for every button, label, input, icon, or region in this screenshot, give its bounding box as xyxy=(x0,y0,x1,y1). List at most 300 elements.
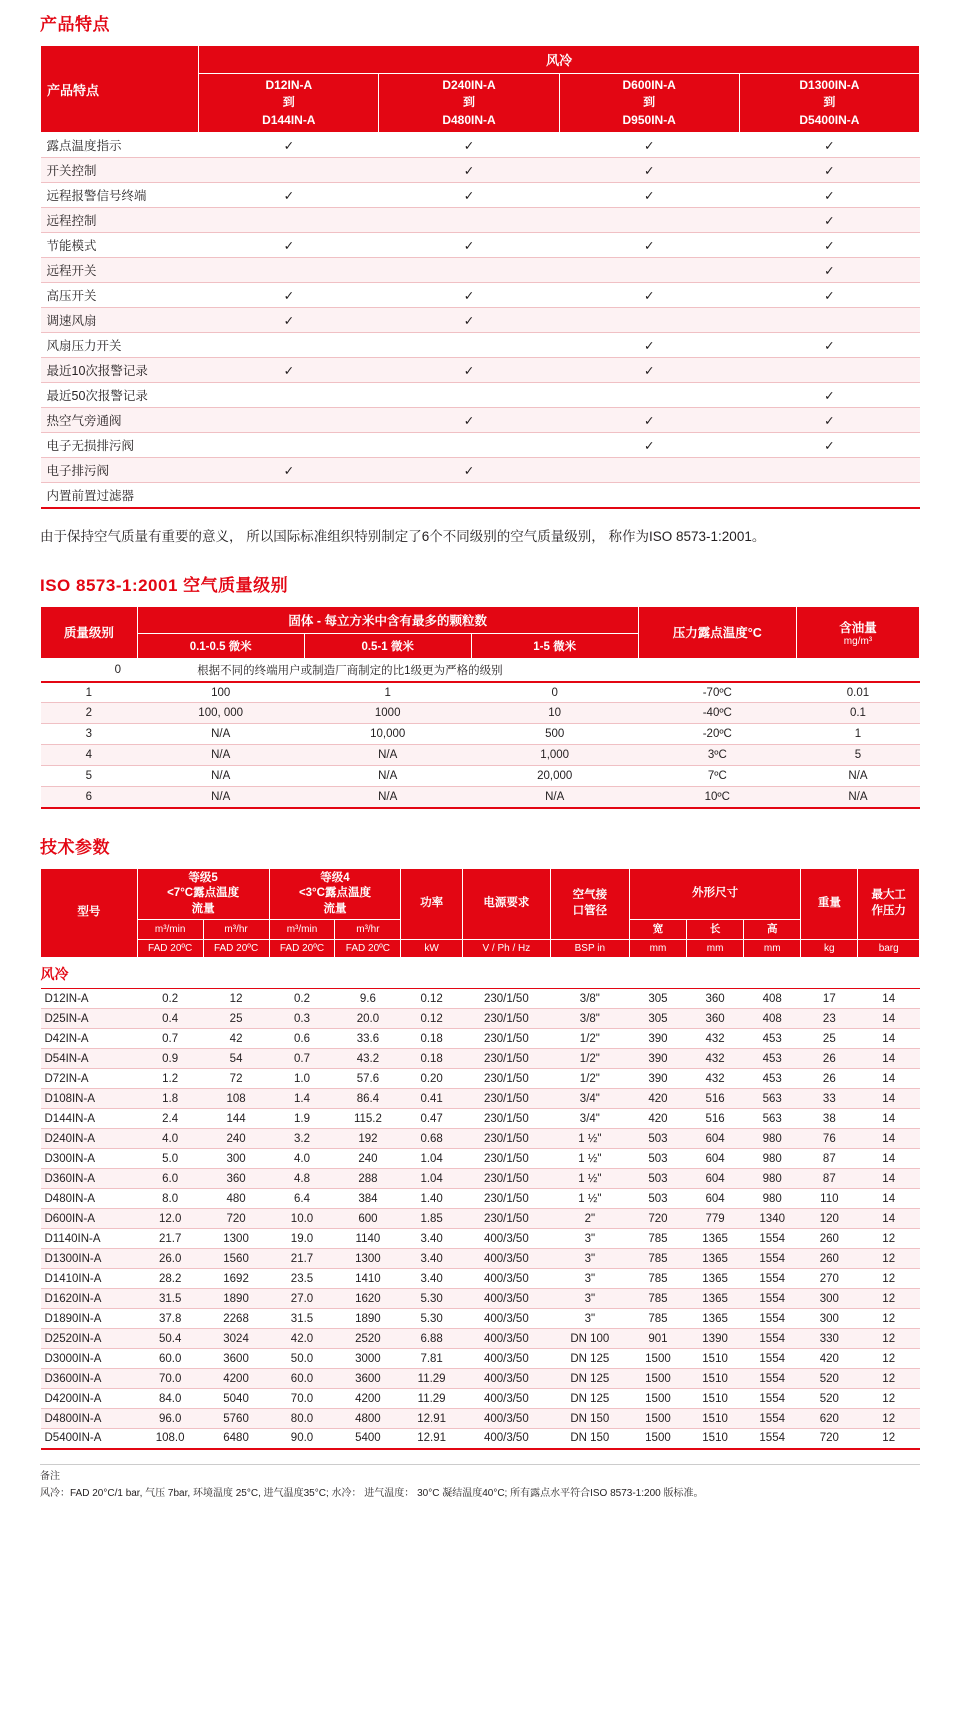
dims-title: 外形尺寸 xyxy=(692,887,739,900)
feature-empty-cell xyxy=(559,208,739,233)
tech-maxpressure-barg: 12 xyxy=(858,1229,920,1249)
tech-connection-bsp: 3" xyxy=(550,1289,629,1309)
tech-group-body xyxy=(41,958,920,989)
tech-maxpressure-header xyxy=(858,868,920,939)
table-row xyxy=(41,158,920,183)
table-row xyxy=(41,766,920,787)
tech-dimensions-header xyxy=(629,868,800,920)
tech-power-kw: 0.12 xyxy=(401,1009,463,1029)
iso-header-row-1 xyxy=(41,606,920,633)
feature-label: 节能模式 xyxy=(41,233,199,258)
model-2-line3: D480IN-A xyxy=(442,112,496,127)
grade4-line2: <3°C露点温度 xyxy=(298,887,371,900)
feature-empty-cell xyxy=(199,208,379,233)
tech-power-kw: 0.41 xyxy=(401,1089,463,1109)
tech-width-mm: 503 xyxy=(629,1129,686,1149)
tech-g4-m3hr: 4200 xyxy=(335,1389,401,1409)
connection-line2: 口管径 xyxy=(572,904,608,917)
tech-connection-bsp: 1/2" xyxy=(550,1049,629,1069)
table-row xyxy=(41,258,920,283)
iso-particles-05-1: N/A xyxy=(304,766,471,787)
maxpress-line1: 最大工 xyxy=(871,889,906,902)
tech-maxpressure-barg: 12 xyxy=(858,1269,920,1289)
tech-header-row-3 xyxy=(41,939,920,958)
tech-supply-header: 电源要求 xyxy=(462,868,550,939)
tech-g5-m3min: 1.2 xyxy=(137,1069,203,1089)
model-4-line1: D1300IN-A xyxy=(799,78,860,92)
tech-power-kw: 3.40 xyxy=(401,1269,463,1289)
check-icon: ✓ xyxy=(559,233,739,258)
tech-g4-m3hr: 2520 xyxy=(335,1329,401,1349)
tech-power-supply: 400/3/50 xyxy=(462,1289,550,1309)
tech-model: D1300IN-A xyxy=(41,1249,138,1269)
tech-maxpressure-barg: 14 xyxy=(858,1049,920,1069)
tech-model: D3600IN-A xyxy=(41,1369,138,1389)
maxpress-line2: 作压力 xyxy=(871,904,906,917)
tech-power-supply: 230/1/50 xyxy=(462,1209,550,1229)
check-icon: ✓ xyxy=(379,408,559,433)
tech-length-mm: 1510 xyxy=(687,1389,744,1409)
tech-model: D240IN-A xyxy=(41,1129,138,1149)
tech-length-mm: 604 xyxy=(687,1149,744,1169)
tech-length-mm: 432 xyxy=(687,1029,744,1049)
grade5-line2: <7°C露点温度 xyxy=(167,887,240,900)
tech-power-supply: 230/1/50 xyxy=(462,1009,550,1029)
check-icon: ✓ xyxy=(739,158,919,183)
tech-length-mm: 432 xyxy=(687,1069,744,1089)
tech-connection-bsp: DN 125 xyxy=(550,1349,629,1369)
iso-table-rows xyxy=(41,682,920,808)
tech-power-supply: 230/1/50 xyxy=(462,1069,550,1089)
check-icon: ✓ xyxy=(559,408,739,433)
footer-title: 备注 xyxy=(40,1470,60,1482)
tech-power-kw: 11.29 xyxy=(401,1389,463,1409)
tech-table-body xyxy=(41,989,920,1449)
table-row xyxy=(41,208,920,233)
tech-g5-m3hr: 1890 xyxy=(203,1289,269,1309)
tech-width-mm: 785 xyxy=(629,1289,686,1309)
tech-model: D144IN-A xyxy=(41,1109,138,1129)
table-row xyxy=(41,1429,920,1449)
iso-particles-1-5: 1,000 xyxy=(471,745,638,766)
tech-g4-m3hr: 1410 xyxy=(335,1269,401,1289)
tech-g4-m3hr: 3000 xyxy=(335,1349,401,1369)
tech-height-mm: 1554 xyxy=(744,1269,801,1289)
feature-empty-cell xyxy=(379,433,559,458)
tech-power-supply: 230/1/50 xyxy=(462,1049,550,1069)
tech-g4-m3min: 0.6 xyxy=(269,1029,335,1049)
tech-power-kw: 1.04 xyxy=(401,1149,463,1169)
tech-length-mm: 1365 xyxy=(687,1289,744,1309)
tech-length-mm: 360 xyxy=(687,989,744,1009)
tech-power-supply: 400/3/50 xyxy=(462,1429,550,1449)
tech-connection-bsp: DN 150 xyxy=(550,1429,629,1449)
grade5-unit-min: m³/min xyxy=(137,920,203,939)
feature-empty-cell xyxy=(739,308,919,333)
tech-g4-m3hr: 86.4 xyxy=(335,1089,401,1109)
tech-model: D300IN-A xyxy=(41,1149,138,1169)
check-icon: ✓ xyxy=(379,358,559,383)
table-row xyxy=(41,483,920,509)
table-row xyxy=(41,1049,920,1069)
tech-maxpressure-barg: 12 xyxy=(858,1349,920,1369)
features-group-label: 风冷 xyxy=(199,46,920,74)
feature-empty-cell xyxy=(199,483,379,509)
tech-g5-m3min: 108.0 xyxy=(137,1429,203,1449)
check-icon: ✓ xyxy=(739,133,919,158)
tech-model: D12IN-A xyxy=(41,989,138,1009)
tech-height-mm: 453 xyxy=(744,1049,801,1069)
iso-particles-1-5: 10 xyxy=(471,703,638,724)
iso-particles-01-05: N/A xyxy=(137,766,304,787)
tech-g4-m3min: 4.0 xyxy=(269,1149,335,1169)
feature-label: 内置前置过滤器 xyxy=(41,483,199,509)
tech-model: D42IN-A xyxy=(41,1029,138,1049)
tech-width-mm: 390 xyxy=(629,1069,686,1089)
check-icon: ✓ xyxy=(379,283,559,308)
tech-maxpressure-barg: 14 xyxy=(858,1069,920,1089)
model-3-line3: D950IN-A xyxy=(622,112,676,127)
tech-width-mm: 1500 xyxy=(629,1389,686,1409)
tech-g4-m3min: 1.9 xyxy=(269,1109,335,1129)
tech-g5-m3min: 0.2 xyxy=(137,989,203,1009)
iso-dewpoint-header: 压力露点温度°C xyxy=(638,606,796,658)
iso-level: 3 xyxy=(41,724,138,745)
tech-height-mm: 1340 xyxy=(744,1209,801,1229)
tech-power-kw: 1.40 xyxy=(401,1189,463,1209)
tech-width-mm: 390 xyxy=(629,1029,686,1049)
tech-weight-kg: 110 xyxy=(801,1189,858,1209)
iso-particle-range-2: 0.5-1 微米 xyxy=(304,633,471,658)
tech-width-mm: 720 xyxy=(629,1209,686,1229)
check-icon: ✓ xyxy=(739,233,919,258)
model-1-line3: D144IN-A xyxy=(262,112,316,127)
tech-maxpressure-barg: 14 xyxy=(858,1089,920,1109)
iso-particles-05-1: 1000 xyxy=(304,703,471,724)
check-icon: ✓ xyxy=(559,283,739,308)
tech-height-mm: 1554 xyxy=(744,1369,801,1389)
tech-g5-m3min: 60.0 xyxy=(137,1349,203,1369)
tech-header-row-1 xyxy=(41,868,920,920)
iso-solid-header: 固体 - 每立方米中含有最多的颗粒数 xyxy=(137,606,638,633)
feature-label: 热空气旁通阀 xyxy=(41,408,199,433)
iso-particles-1-5: 0 xyxy=(471,682,638,703)
check-icon: ✓ xyxy=(379,233,559,258)
iso-oil-header xyxy=(796,606,919,658)
tech-width-mm: 305 xyxy=(629,989,686,1009)
tech-g4-m3hr: 240 xyxy=(335,1149,401,1169)
tech-weight-kg: 720 xyxy=(801,1429,858,1449)
tech-weight-kg: 520 xyxy=(801,1369,858,1389)
tech-power-supply: 230/1/50 xyxy=(462,1169,550,1189)
power-unit: kW xyxy=(401,939,463,958)
tech-height-mm: 980 xyxy=(744,1189,801,1209)
dims-height-label: 高 xyxy=(744,920,801,939)
check-icon: ✓ xyxy=(739,208,919,233)
check-icon: ✓ xyxy=(559,358,739,383)
tech-power-kw: 3.40 xyxy=(401,1249,463,1269)
tech-weight-kg: 76 xyxy=(801,1129,858,1149)
tech-maxpressure-barg: 12 xyxy=(858,1389,920,1409)
tech-power-kw: 1.85 xyxy=(401,1209,463,1229)
tech-grade5-header xyxy=(137,868,269,920)
tech-g4-m3min: 21.7 xyxy=(269,1249,335,1269)
tech-connection-bsp: 1 ½" xyxy=(550,1149,629,1169)
tech-power-supply: 400/3/50 xyxy=(462,1229,550,1249)
iso-oil: 5 xyxy=(796,745,919,766)
tech-maxpressure-barg: 12 xyxy=(858,1249,920,1269)
tech-width-mm: 420 xyxy=(629,1109,686,1129)
tech-g4-m3hr: 3600 xyxy=(335,1369,401,1389)
tech-length-mm: 432 xyxy=(687,1049,744,1069)
check-icon: ✓ xyxy=(199,358,379,383)
feature-empty-cell xyxy=(199,333,379,358)
tech-model: D3000IN-A xyxy=(41,1349,138,1369)
check-icon: ✓ xyxy=(199,283,379,308)
feature-label: 调速风扇 xyxy=(41,308,199,333)
feature-empty-cell xyxy=(739,358,919,383)
iso-dewpoint: 7ºC xyxy=(638,766,796,787)
iso-level: 1 xyxy=(41,682,138,703)
tech-power-supply: 400/3/50 xyxy=(462,1409,550,1429)
tech-weight-kg: 520 xyxy=(801,1389,858,1409)
tech-model-header: 型号 xyxy=(41,868,138,957)
check-icon: ✓ xyxy=(739,383,919,408)
iso-dewpoint: -40ºC xyxy=(638,703,796,724)
tech-model: D2520IN-A xyxy=(41,1329,138,1349)
check-icon: ✓ xyxy=(379,458,559,483)
tech-g5-m3min: 5.0 xyxy=(137,1149,203,1169)
tech-maxpressure-barg: 12 xyxy=(858,1289,920,1309)
tech-connection-bsp: DN 125 xyxy=(550,1389,629,1409)
table-row xyxy=(41,1069,920,1089)
check-icon: ✓ xyxy=(379,308,559,333)
tech-g4-m3min: 50.0 xyxy=(269,1349,335,1369)
tech-g4-m3min: 27.0 xyxy=(269,1289,335,1309)
tech-power-supply: 230/1/50 xyxy=(462,1149,550,1169)
feature-empty-cell xyxy=(559,258,739,283)
grade5-line1: 等级5 xyxy=(188,871,218,884)
tech-model: D108IN-A xyxy=(41,1089,138,1109)
tech-power-kw: 3.40 xyxy=(401,1229,463,1249)
tech-maxpressure-barg: 12 xyxy=(858,1429,920,1449)
check-icon: ✓ xyxy=(199,133,379,158)
tech-length-mm: 1365 xyxy=(687,1269,744,1289)
tech-g5-m3hr: 5040 xyxy=(203,1389,269,1409)
tech-weight-kg: 270 xyxy=(801,1269,858,1289)
tech-g4-m3min: 23.5 xyxy=(269,1269,335,1289)
grade4-unit-hr: m³/hr xyxy=(335,920,401,939)
tech-group-label: 风冷 xyxy=(41,958,920,989)
feature-empty-cell xyxy=(559,308,739,333)
grade4-line1: 等级4 xyxy=(320,871,350,884)
tech-height-mm: 980 xyxy=(744,1149,801,1169)
tech-g5-m3min: 70.0 xyxy=(137,1369,203,1389)
tech-connection-bsp: 2" xyxy=(550,1209,629,1229)
tech-power-kw: 5.30 xyxy=(401,1289,463,1309)
model-3-line2: 到 xyxy=(643,95,656,110)
tech-g4-m3hr: 288 xyxy=(335,1169,401,1189)
feature-empty-cell xyxy=(379,208,559,233)
tech-g4-m3min: 60.0 xyxy=(269,1369,335,1389)
tech-g5-m3hr: 240 xyxy=(203,1129,269,1149)
table-row xyxy=(41,1109,920,1129)
tech-g4-m3min: 1.0 xyxy=(269,1069,335,1089)
table-row xyxy=(41,1329,920,1349)
tech-g5-m3hr: 360 xyxy=(203,1169,269,1189)
feature-empty-cell xyxy=(199,158,379,183)
table-row xyxy=(41,787,920,808)
tech-power-supply: 400/3/50 xyxy=(462,1329,550,1349)
tech-width-mm: 420 xyxy=(629,1089,686,1109)
iso-oil: 0.01 xyxy=(796,682,919,703)
tech-g4-m3hr: 1620 xyxy=(335,1289,401,1309)
feature-empty-cell xyxy=(199,258,379,283)
table-row xyxy=(41,183,920,208)
tech-g4-m3hr: 9.6 xyxy=(335,989,401,1009)
tech-g5-m3hr: 5760 xyxy=(203,1409,269,1429)
tech-power-supply: 230/1/50 xyxy=(462,1109,550,1129)
tech-weight-kg: 38 xyxy=(801,1109,858,1129)
tech-g5-m3min: 0.9 xyxy=(137,1049,203,1069)
iso-oil: 1 xyxy=(796,724,919,745)
grade5-fad-hr: FAD 20ºC xyxy=(203,939,269,958)
iso-quality-header: 质量级别 xyxy=(41,606,138,658)
tech-power-kw: 0.68 xyxy=(401,1129,463,1149)
footer-notes xyxy=(40,1464,920,1502)
tech-maxpressure-barg: 12 xyxy=(858,1329,920,1349)
table-row xyxy=(41,1289,920,1309)
tech-maxpressure-barg: 14 xyxy=(858,1109,920,1129)
tech-height-mm: 980 xyxy=(744,1169,801,1189)
tech-height-mm: 408 xyxy=(744,1009,801,1029)
features-table-body xyxy=(41,133,920,509)
tech-connection-bsp: 3/8" xyxy=(550,1009,629,1029)
tech-height-mm: 563 xyxy=(744,1109,801,1129)
table-row xyxy=(41,1349,920,1369)
tech-maxpressure-barg: 12 xyxy=(858,1409,920,1429)
table-row xyxy=(41,1409,920,1429)
tech-g5-m3min: 12.0 xyxy=(137,1209,203,1229)
tech-connection-bsp: 3/8" xyxy=(550,989,629,1009)
iso-oil-unit: mg/m³ xyxy=(843,635,873,647)
iso-level: 4 xyxy=(41,745,138,766)
tech-width-mm: 785 xyxy=(629,1269,686,1289)
feature-empty-cell xyxy=(379,383,559,408)
tech-power-supply: 400/3/50 xyxy=(462,1369,550,1389)
tech-g5-m3min: 37.8 xyxy=(137,1309,203,1329)
tech-g5-m3hr: 6480 xyxy=(203,1429,269,1449)
dims-unit-h: mm xyxy=(744,939,801,958)
tech-power-kw: 12.91 xyxy=(401,1409,463,1429)
tech-power-kw: 5.30 xyxy=(401,1309,463,1329)
features-section-title: 产品特点 xyxy=(40,15,110,34)
iso-particles-1-5: N/A xyxy=(471,787,638,808)
tech-power-kw: 7.81 xyxy=(401,1349,463,1369)
tech-length-mm: 604 xyxy=(687,1169,744,1189)
tech-length-mm: 1510 xyxy=(687,1409,744,1429)
iso-table-body xyxy=(41,658,920,682)
model-4-line3: D5400IN-A xyxy=(799,112,860,127)
tech-height-mm: 563 xyxy=(744,1089,801,1109)
iso-oil: 0.1 xyxy=(796,703,919,724)
table-row xyxy=(41,724,920,745)
iso-level: 2 xyxy=(41,703,138,724)
feature-label: 最近10次报警记录 xyxy=(41,358,199,383)
tech-power-kw: 0.20 xyxy=(401,1069,463,1089)
table-row xyxy=(41,358,920,383)
tech-length-mm: 516 xyxy=(687,1089,744,1109)
tech-g4-m3min: 0.3 xyxy=(269,1009,335,1029)
table-row xyxy=(41,1209,920,1229)
check-icon: ✓ xyxy=(739,283,919,308)
feature-empty-cell xyxy=(379,333,559,358)
table-row xyxy=(41,1029,920,1049)
tech-g4-m3hr: 4800 xyxy=(335,1409,401,1429)
tech-g5-m3hr: 108 xyxy=(203,1089,269,1109)
table-row xyxy=(41,333,920,358)
dims-width-label: 宽 xyxy=(629,920,686,939)
tech-width-mm: 503 xyxy=(629,1189,686,1209)
model-4-line2: 到 xyxy=(823,95,836,110)
tech-power-header: 功率 xyxy=(401,868,463,939)
tech-model: D360IN-A xyxy=(41,1169,138,1189)
tech-maxpressure-barg: 14 xyxy=(858,1029,920,1049)
tech-width-mm: 390 xyxy=(629,1049,686,1069)
check-icon: ✓ xyxy=(739,258,919,283)
tech-power-kw: 1.04 xyxy=(401,1169,463,1189)
tech-g5-m3hr: 144 xyxy=(203,1109,269,1129)
tech-model: D25IN-A xyxy=(41,1009,138,1029)
table-row xyxy=(41,1089,920,1109)
tech-g4-m3min: 80.0 xyxy=(269,1409,335,1429)
tech-height-mm: 453 xyxy=(744,1069,801,1089)
features-model-col-2 xyxy=(379,74,559,133)
iso-particles-05-1: N/A xyxy=(304,787,471,808)
tech-maxpressure-barg: 14 xyxy=(858,1189,920,1209)
tech-weight-kg: 33 xyxy=(801,1089,858,1109)
model-2-line1: D240IN-A xyxy=(442,78,496,92)
iso-dewpoint: -20ºC xyxy=(638,724,796,745)
tech-g5-m3hr: 480 xyxy=(203,1189,269,1209)
check-icon: ✓ xyxy=(199,183,379,208)
tech-model: D5400IN-A xyxy=(41,1429,138,1449)
iso-air-quality-table xyxy=(40,606,920,809)
feature-empty-cell xyxy=(739,483,919,509)
model-2-line2: 到 xyxy=(462,95,475,110)
tech-connection-bsp: 1 ½" xyxy=(550,1129,629,1149)
tech-g5-m3hr: 300 xyxy=(203,1149,269,1169)
tech-weight-kg: 330 xyxy=(801,1329,858,1349)
tech-weight-kg: 420 xyxy=(801,1349,858,1369)
feature-empty-cell xyxy=(199,383,379,408)
tech-g5-m3hr: 3600 xyxy=(203,1349,269,1369)
iso-particle-range-1: 0.1-0.5 微米 xyxy=(137,633,304,658)
iso-level-0-label: 0 xyxy=(41,658,138,682)
tech-g5-m3hr: 3024 xyxy=(203,1329,269,1349)
table-row xyxy=(41,408,920,433)
grade4-unit-min: m³/min xyxy=(269,920,335,939)
tech-g5-m3min: 84.0 xyxy=(137,1389,203,1409)
table-row xyxy=(41,283,920,308)
tech-g4-m3hr: 1140 xyxy=(335,1229,401,1249)
tech-g5-m3min: 21.7 xyxy=(137,1229,203,1249)
model-1-line1: D12IN-A xyxy=(265,78,313,92)
tech-width-mm: 305 xyxy=(629,1009,686,1029)
tech-power-supply: 230/1/50 xyxy=(462,1029,550,1049)
table-row xyxy=(41,745,920,766)
tech-g4-m3hr: 33.6 xyxy=(335,1029,401,1049)
